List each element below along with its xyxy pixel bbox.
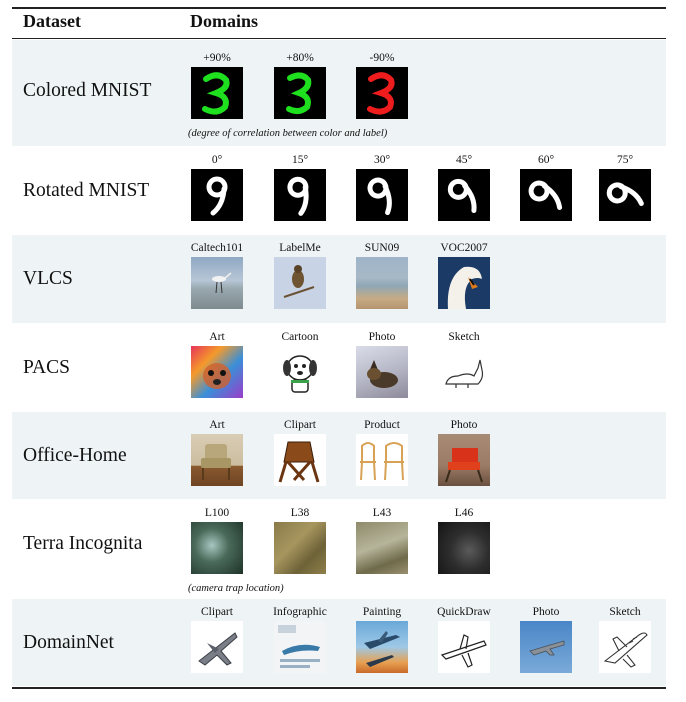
image-thumbnail bbox=[438, 257, 490, 309]
image-thumbnail bbox=[191, 621, 243, 673]
digit-thumbnail bbox=[438, 169, 490, 221]
domain-cell bbox=[255, 605, 345, 673]
table-bottom-rule bbox=[12, 687, 666, 689]
domain-label: 30° bbox=[373, 154, 391, 166]
domain-label: Clipart bbox=[284, 419, 316, 431]
header-rule bbox=[12, 38, 666, 39]
domain-cell bbox=[172, 153, 262, 221]
domain-label: L100 bbox=[204, 507, 230, 519]
domain-cell bbox=[172, 418, 262, 486]
image-thumbnail bbox=[191, 522, 243, 574]
digit-thumbnail bbox=[520, 169, 572, 221]
image-thumbnail bbox=[438, 434, 490, 486]
digit-thumbnail bbox=[191, 67, 243, 119]
image-thumbnail bbox=[356, 621, 408, 673]
image-thumbnail bbox=[438, 522, 490, 574]
digit-thumbnail bbox=[356, 169, 408, 221]
image-thumbnail bbox=[274, 621, 326, 673]
dataset-name: PACS bbox=[23, 357, 70, 378]
domain-label: -90% bbox=[369, 52, 395, 64]
domain-cell bbox=[255, 241, 345, 309]
domain-cell bbox=[501, 605, 591, 673]
image-thumbnail bbox=[356, 434, 408, 486]
domain-label: 45° bbox=[455, 154, 473, 166]
domain-label: Photo bbox=[368, 331, 396, 343]
domain-cell bbox=[580, 153, 670, 221]
domain-label: Caltech101 bbox=[190, 242, 244, 254]
domain-label: 0° bbox=[211, 154, 223, 166]
image-thumbnail bbox=[520, 621, 572, 673]
dataset-name: Terra Incognita bbox=[23, 533, 143, 554]
domain-cell bbox=[337, 241, 427, 309]
image-thumbnail bbox=[356, 257, 408, 309]
digit-thumbnail bbox=[274, 67, 326, 119]
domain-cell bbox=[255, 330, 345, 398]
header-domains: Domains bbox=[190, 11, 259, 31]
image-thumbnail bbox=[438, 621, 490, 673]
domain-label: Clipart bbox=[201, 606, 233, 618]
image-thumbnail bbox=[274, 522, 326, 574]
domain-cell bbox=[255, 506, 345, 574]
domain-label: SUN09 bbox=[364, 242, 400, 254]
domain-cell bbox=[255, 153, 345, 221]
domain-cell bbox=[337, 153, 427, 221]
domain-label: L43 bbox=[372, 507, 392, 519]
domain-cell bbox=[419, 241, 509, 309]
domain-label: 75° bbox=[616, 154, 634, 166]
domain-label: LabelMe bbox=[279, 242, 321, 254]
domain-label: 15° bbox=[291, 154, 309, 166]
digit-thumbnail bbox=[274, 169, 326, 221]
dataset-name: Rotated MNIST bbox=[23, 180, 150, 201]
domain-cell bbox=[172, 506, 262, 574]
domain-label: Art bbox=[209, 419, 225, 431]
domain-cell bbox=[419, 153, 509, 221]
domain-label: Cartoon bbox=[281, 331, 319, 343]
domain-cell bbox=[419, 605, 509, 673]
dataset-name: Colored MNIST bbox=[23, 80, 152, 101]
digit-thumbnail bbox=[356, 67, 408, 119]
image-thumbnail bbox=[191, 257, 243, 309]
image-thumbnail bbox=[274, 346, 326, 398]
image-thumbnail bbox=[438, 346, 490, 398]
domain-cell bbox=[255, 418, 345, 486]
domain-label: Photo bbox=[450, 419, 478, 431]
image-thumbnail bbox=[356, 522, 408, 574]
domain-label: Painting bbox=[362, 606, 402, 618]
domain-label: +90% bbox=[203, 52, 231, 64]
domain-label: 60° bbox=[537, 154, 555, 166]
domain-cell bbox=[337, 605, 427, 673]
domain-label: VOC2007 bbox=[440, 242, 488, 254]
domain-label: Sketch bbox=[609, 606, 641, 618]
digit-thumbnail bbox=[599, 169, 651, 221]
domain-label: Art bbox=[209, 331, 225, 343]
domain-label: Product bbox=[364, 419, 400, 431]
domain-cell bbox=[419, 418, 509, 486]
domain-cell bbox=[172, 605, 262, 673]
image-thumbnail bbox=[356, 346, 408, 398]
image-thumbnail bbox=[274, 434, 326, 486]
dataset-name: DomainNet bbox=[23, 632, 114, 653]
domain-label: L46 bbox=[454, 507, 474, 519]
domain-cell bbox=[337, 418, 427, 486]
domain-cell bbox=[580, 605, 670, 673]
dataset-name: VLCS bbox=[23, 268, 73, 289]
domain-cell bbox=[419, 330, 509, 398]
image-thumbnail bbox=[191, 346, 243, 398]
row-note: (camera trap location) bbox=[188, 583, 284, 594]
domain-label: Infographic bbox=[273, 606, 327, 618]
domain-label: Photo bbox=[532, 606, 560, 618]
domain-cell bbox=[172, 51, 262, 119]
domain-cell bbox=[172, 330, 262, 398]
domain-cell bbox=[337, 51, 427, 119]
digit-thumbnail bbox=[191, 169, 243, 221]
domain-cell bbox=[255, 51, 345, 119]
dataset-name: Office-Home bbox=[23, 445, 127, 466]
domain-cell bbox=[501, 153, 591, 221]
domain-label: L38 bbox=[290, 507, 310, 519]
row-note: (degree of correlation between color and label) bbox=[188, 128, 388, 139]
domain-cell bbox=[172, 241, 262, 309]
domain-label: Sketch bbox=[448, 331, 480, 343]
domain-cell bbox=[337, 506, 427, 574]
table-top-rule bbox=[12, 7, 666, 9]
header-dataset: Dataset bbox=[23, 11, 81, 31]
image-thumbnail bbox=[274, 257, 326, 309]
domain-label: QuickDraw bbox=[437, 606, 491, 618]
domain-cell bbox=[419, 506, 509, 574]
domain-label: +80% bbox=[286, 52, 314, 64]
image-thumbnail bbox=[191, 434, 243, 486]
domain-cell bbox=[337, 330, 427, 398]
image-thumbnail bbox=[599, 621, 651, 673]
